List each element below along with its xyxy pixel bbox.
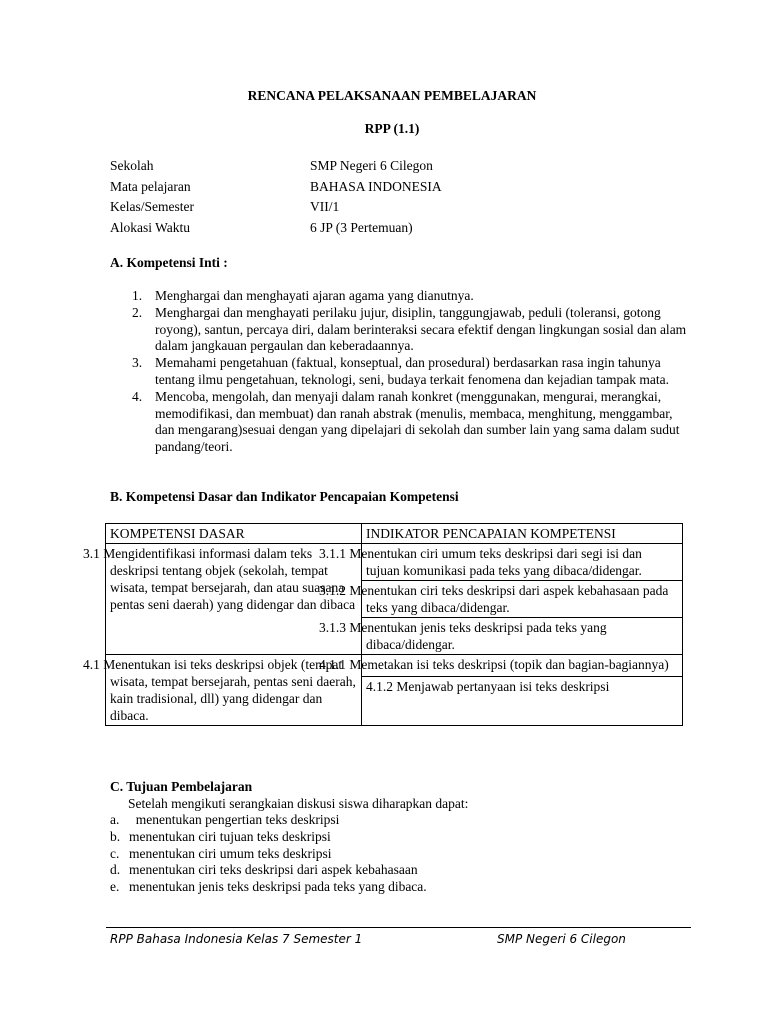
footer-right: SMP Negeri 6 Cilegon xyxy=(497,932,626,946)
identity-block xyxy=(110,156,442,238)
list-text: menentukan jenis teks deskripsi pada teks yang dibaca. xyxy=(129,879,427,895)
section-c-heading: C. Tujuan Pembelajaran xyxy=(110,779,253,794)
list-text: menentukan ciri umum teks deskripsi xyxy=(129,845,332,861)
table-cell-indicator: 4.1.2 Menjawab pertanyaan isi teks deskripsi xyxy=(362,677,683,726)
list-item xyxy=(110,879,670,896)
identity-value: VII/1 xyxy=(310,199,340,214)
table-row xyxy=(106,544,683,581)
table-cell-indicator: 3.1.2 Menentukan ciri teks deskripsi dari aspek kebahasaan pada teks yang dibaca/didengar. xyxy=(362,581,683,618)
table-header-row xyxy=(106,524,683,544)
list-item xyxy=(132,389,692,456)
footer-divider xyxy=(106,927,691,928)
table-cell-kd: 4.1 Menentukan isi teks deskripsi objek (tempat wisata, tempat bersejarah, pentas seni daerah, kain tradisional, dll) yang didengar dan dibaca. xyxy=(106,655,362,726)
list-text: Menghargai dan menghayati perilaku jujur, disiplin, tanggungjawab, peduli (toleransi, gotong royong), santun, percaya diri, dalam berinteraksi secara efektif dengan lingkungan sosial dan alam dalam jangkauan pergaulan dan keberadaannya. xyxy=(155,304,687,354)
table-header-cell: KOMPETENSI DASAR xyxy=(106,524,362,544)
list-letter: e. xyxy=(110,879,120,895)
list-item xyxy=(132,288,692,305)
list-text: Menghargai dan menghayati ajaran agama yang dianutnya. xyxy=(155,288,474,303)
list-number: 3. xyxy=(132,355,143,371)
list-letter: b. xyxy=(110,828,121,844)
list-text: Mencoba, mengolah, dan menyaji dalam ranah konkret (menggunakan, mengurai, merangkai, memodifikasi, dan membuat) dan ranah abstrak (menulis, membaca, menghitung, menggambar, dan mengarang)sesuai dengan yang dipelajari di sekolah dan sumber lain yang sama dalam sudut pandang/teori. xyxy=(155,388,680,455)
kompetensi-inti-list xyxy=(132,288,692,456)
identity-key: Alokasi Waktu xyxy=(110,219,191,235)
list-item xyxy=(132,305,692,355)
list-text: menentukan pengertian teks deskripsi xyxy=(129,812,340,827)
list-text: menentukan ciri teks deskripsi dari aspek kebahasaan xyxy=(129,862,418,878)
section-c-intro: Setelah mengikuti serangkaian diskusi siswa diharapkan dapat: xyxy=(128,796,469,811)
section-c xyxy=(110,778,670,896)
list-item xyxy=(110,829,670,846)
competency-table xyxy=(83,523,683,726)
table-cell-indicator: 3.1.3 Menentukan jenis teks deskripsi pada teks yang dibaca/didengar. xyxy=(362,618,683,655)
list-item xyxy=(110,862,670,879)
section-b-heading: B. Kompetensi Dasar dan Indikator Pencapaian Kompetensi xyxy=(110,489,459,504)
list-letter: c. xyxy=(110,845,120,861)
list-letter: d. xyxy=(110,862,121,878)
list-text: menentukan ciri tujuan teks deskripsi xyxy=(129,828,331,844)
table-cell-indicator: 3.1.1 Menentukan ciri umum teks deskripsi dari segi isi dan tujuan komunikasi pada teks yang dibaca/didengar. xyxy=(362,544,683,581)
identity-key: Sekolah xyxy=(110,158,154,173)
table-cell-indicator: 4.1.1 Memetakan isi teks deskripsi (topik dan bagian-bagiannya) xyxy=(362,655,683,677)
list-item xyxy=(132,355,692,389)
table-cell-kd: 3.1 Mengidentifikasi informasi dalam teks deskripsi tentang objek (sekolah, tempat wisata, tempat bersejarah, dan atau suasana pentas seni daerah) yang didengar dan dibaca xyxy=(106,544,362,655)
footer-left: RPP Bahasa Indonesia Kelas 7 Semester 1 xyxy=(110,932,363,946)
list-number: 2. xyxy=(132,304,143,320)
section-a-heading: A. Kompetensi Inti : xyxy=(110,255,228,270)
identity-key: Mata pelajaran xyxy=(110,178,191,194)
list-item xyxy=(110,846,670,863)
identity-value: BAHASA INDONESIA xyxy=(310,178,442,194)
document-title: RENCANA PELAKSANAAN PEMBELAJARAN xyxy=(247,88,537,103)
identity-value: SMP Negeri 6 Cilegon xyxy=(310,158,433,173)
list-number: 4. xyxy=(132,388,143,404)
identity-key: Kelas/Semester xyxy=(110,199,194,214)
list-number: 1. xyxy=(132,288,143,303)
identity-value: 6 JP (3 Pertemuan) xyxy=(310,219,413,235)
identity-row xyxy=(110,156,442,177)
list-letter: a. xyxy=(110,812,120,827)
identity-row xyxy=(110,218,442,239)
identity-row xyxy=(110,177,442,198)
identity-row xyxy=(110,197,442,218)
list-text: Memahami pengetahuan (faktual, konseptual, dan prosedural) berdasarkan rasa ingin tahunya tentang ilmu pengetahuan, teknologi, seni, budaya terkait fenomena dan kejadian tampak mata. xyxy=(155,355,669,387)
table-row xyxy=(106,655,683,677)
table-header-cell: INDIKATOR PENCAPAIAN KOMPETENSI xyxy=(362,524,683,544)
list-item xyxy=(110,812,670,829)
document-subtitle: RPP (1.1) xyxy=(364,121,420,136)
